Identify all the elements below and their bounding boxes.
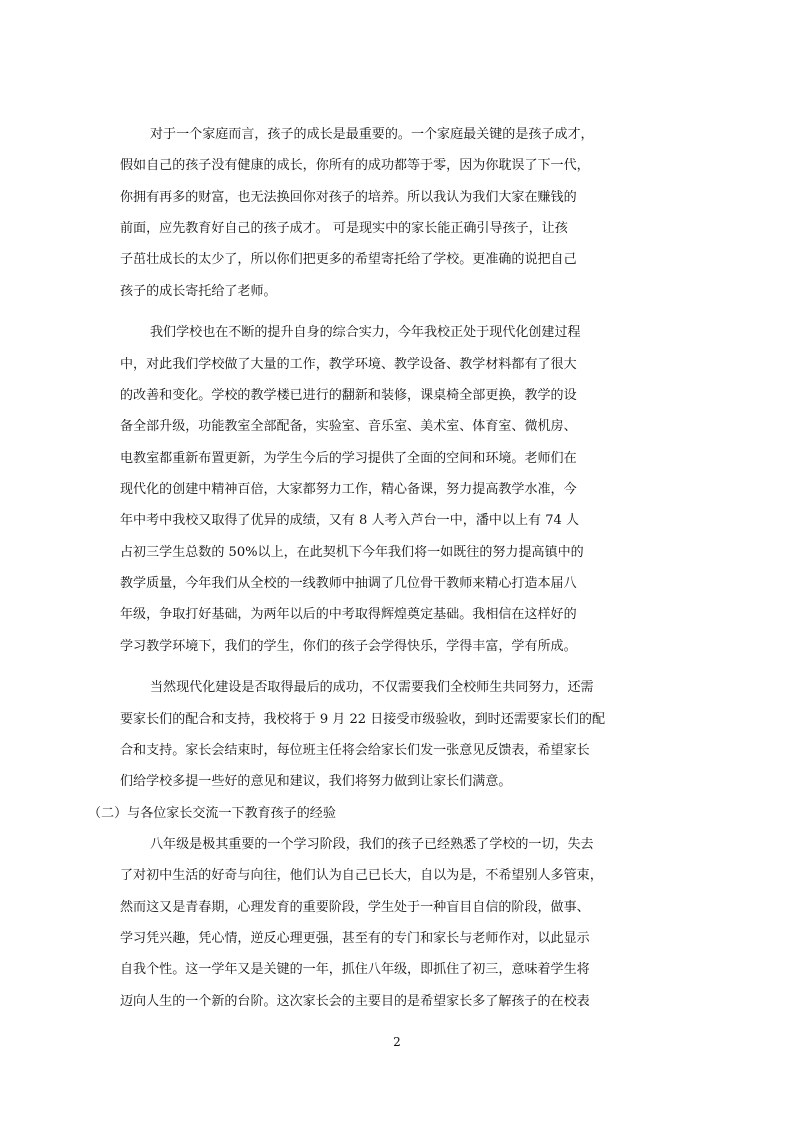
text-line: 学习教学环境下，我们的学生，你们的孩子会学得快乐，学得丰富，学有所成。 — [120, 639, 577, 654]
text-line: 现代化的创建中精神百倍，大家都努力工作，精心备课，努力提高教学水准，今 — [120, 482, 577, 497]
text-line: 学习凭兴趣，凭心情，逆反心理更强，甚至有的专门和家长与老师作对，以此显示 — [120, 931, 590, 946]
text-line: 我们学校也在不断的提升自身的综合实力，今年我校正处于现代化创建过程 — [150, 325, 581, 340]
page-number: 2 — [393, 1035, 401, 1049]
text-line: 自我个性。这一学年又是关键的一年，抓住八年级，即抓住了初三，意味着学生将 — [120, 962, 590, 977]
text-line: 们给学校多提一些好的意见和建议，我们将努力做到让家长们满意。 — [120, 774, 512, 789]
text-line: 占初三学生总数的 50%以上，在此契机下今年我们将一如既往的努力提高镇中的 — [120, 545, 584, 560]
text-line: 备全部升级，功能教室全部配备，实验室、音乐室、美术室、体育室、微机房、 — [120, 419, 577, 434]
text-line: 教学质量，今年我们从全校的一线教师中抽调了几位骨干教师来精心打造本届八 — [120, 576, 577, 591]
text-line: 迈向人生的一个新的台阶。这次家长会的主要目的是希望家长多了解孩子的在校表 — [120, 994, 590, 1009]
text-line: 年中考中我校又取得了优异的成绩，又有 8 人考入芦台一中，潘中以上有 74 人 — [120, 513, 579, 528]
text-line: 然而这又是青春期，心理发育的重要阶段，学生处于一种盲目自信的阶段，做事、 — [120, 900, 590, 915]
text-line: 的改善和变化。学校的教学楼已进行的翻新和装修，课桌椅全部更换，教学的设 — [120, 388, 577, 403]
text-line: 要家长们的配合和支持，我校将于 9 月 22 日接受市级验收，到时还需要家长们的配 — [120, 712, 606, 727]
text-line: 合和支持。家长会结束时，每位班主任将会给家长们发一张意见反馈表，希望家长 — [120, 743, 590, 758]
text-line: 你拥有再多的财富，也无法换回你对孩子的培养。所以我认为我们大家在赚钱的 — [120, 190, 577, 205]
text-line: 子茁壮成长的太少了，所以你们把更多的希望寄托给了学校。更准确的说把自己 — [120, 252, 577, 267]
text-line: 了对初中生活的好奇与向往，他们认为自己已长大，自以为是，不希望别人多管束， — [120, 868, 603, 883]
text-line: 八年级是极其重要的一个学习阶段，我们的孩子已经熟悉了学校的一切，失去 — [150, 837, 594, 852]
text-line: 中，对此我们学校做了大量的工作，教学环境、教学设备、教学材料都有了很大 — [120, 357, 577, 372]
text-line: 年级，争取打好基础，为两年以后的中考取得辉煌奠定基础。我相信在这样好的 — [120, 607, 577, 622]
section-heading-text: （二）与各位家长交流一下教育孩子的经验 — [88, 806, 336, 821]
text-line: 假如自己的孩子没有健康的成长，你所有的成功都等于零，因为你耽误了下一代， — [120, 158, 590, 173]
text-line: 孩子的成长寄托给了老师。 — [120, 284, 277, 299]
text-line: 当然现代化建设是否取得最后的成功，不仅需要我们全校师生共同努力，还需 — [150, 680, 594, 695]
text-line: 前面，应先教育好自己的孩子成才。 可是现实中的家长能正确引导孩子，让孩 — [120, 221, 568, 236]
text-line: 对于一个家庭而言，孩子的成长是最重要的。一个家庭最关键的是孩子成才， — [150, 127, 594, 142]
text-line: 电教室都重新布置更新，为学生今后的学习提供了全面的空间和环境。老师们在 — [120, 451, 577, 466]
